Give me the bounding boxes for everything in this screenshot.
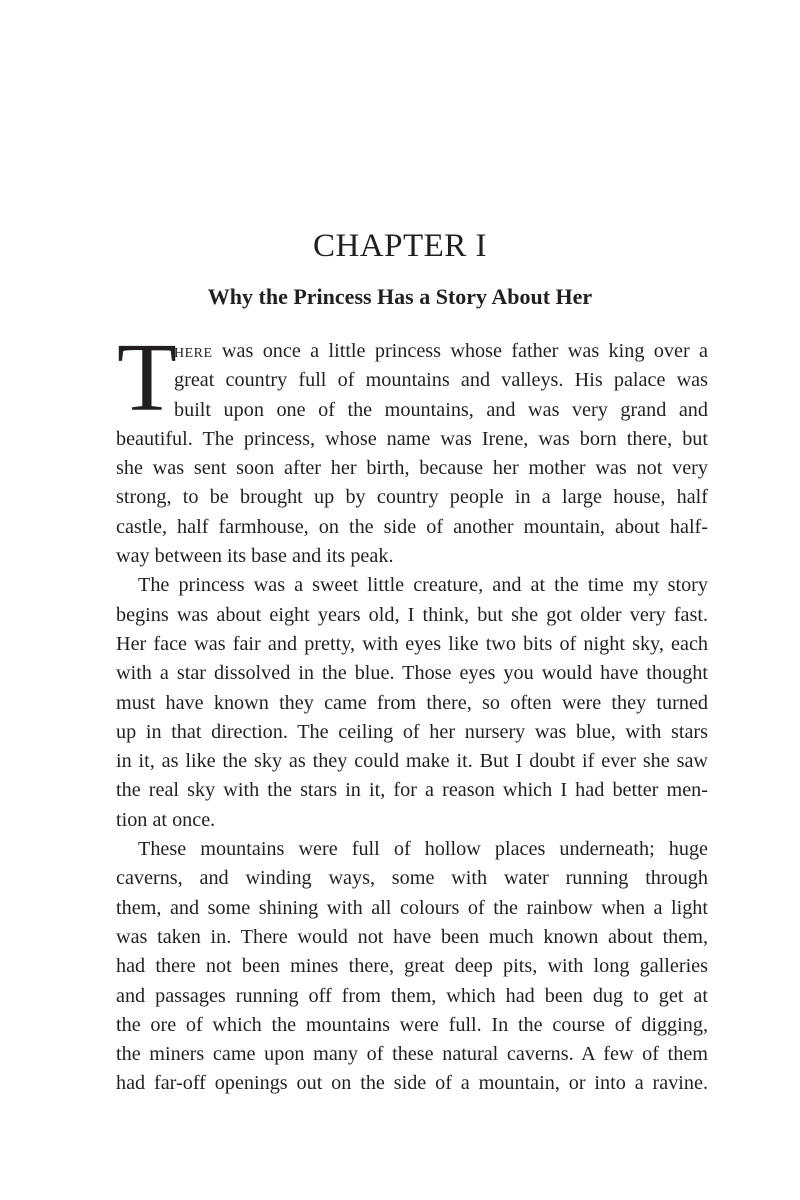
text-line: the ore of which the mountains were full. In the course of digging, <box>116 1013 708 1036</box>
text-line: The princess was a sweet little creature, and at the time my story <box>138 574 708 597</box>
text-line: built upon one of the mountains, and was very grand and <box>174 398 708 421</box>
text-line: begins was about eight years old, I think, but she got older very fast. <box>116 603 708 626</box>
text-line: caverns, and winding ways, some with water running through <box>116 867 708 890</box>
drop-cap: T <box>117 324 177 432</box>
text-line: the real sky with the stars in it, for a reason which I had better men- <box>116 779 708 802</box>
chapter-subtitle: Why the Princess Has a Story About Her <box>207 284 593 309</box>
text-line: beautiful. The princess, whose name was Irene, was born there, but <box>116 427 708 450</box>
text-line: had far-off openings out on the side of a mountain, or into a ravine. <box>116 1072 708 1095</box>
text-line: tion at once. <box>116 808 216 831</box>
text-line: These mountains were full of hollow places underneath; huge <box>138 838 708 861</box>
text-line: in it, as like the sky as they could make it. But I doubt if ever she saw <box>116 750 708 773</box>
text-line: must have known they came from there, so often were they turned <box>116 691 708 714</box>
text-line: with a star dissolved in the blue. Those eyes you would have thought <box>116 662 708 685</box>
text-line: here was once a little princess whose father was king over a <box>174 340 708 362</box>
chapter-heading: CHAPTER I <box>312 228 488 264</box>
text-line: strong, to be brought up by country people in a large house, half <box>116 486 708 509</box>
text-line: way between its base and its peak. <box>116 545 394 568</box>
paragraph <box>116 571 708 835</box>
text-line: them, and some shining with all colours of the rainbow when a light <box>116 896 708 919</box>
text-line: Her face was fair and pretty, with eyes like two bits of night sky, each <box>116 632 708 655</box>
text-line: she was sent soon after her birth, because her mother was not very <box>116 457 708 480</box>
text-line: the miners came upon many of these natural caverns. A few of them <box>116 1043 708 1066</box>
text-line: great country full of mountains and valleys. His palace was <box>174 369 708 392</box>
paragraph <box>116 835 708 1099</box>
small-caps-opening: here <box>174 340 213 362</box>
text-line: up in that direction. The ceiling of her nursery was blue, with stars <box>116 720 708 743</box>
text-line: and passages running off from them, which had been dug to get at <box>116 984 708 1007</box>
text-line: castle, half farmhouse, on the side of another mountain, about half- <box>116 515 708 538</box>
text-line: had there not been mines there, great deep pits, with long galleries <box>116 955 708 978</box>
paragraph <box>116 324 708 571</box>
text-line: was taken in. There would not have been much known about them, <box>116 925 708 948</box>
chapter-body <box>116 324 708 1099</box>
